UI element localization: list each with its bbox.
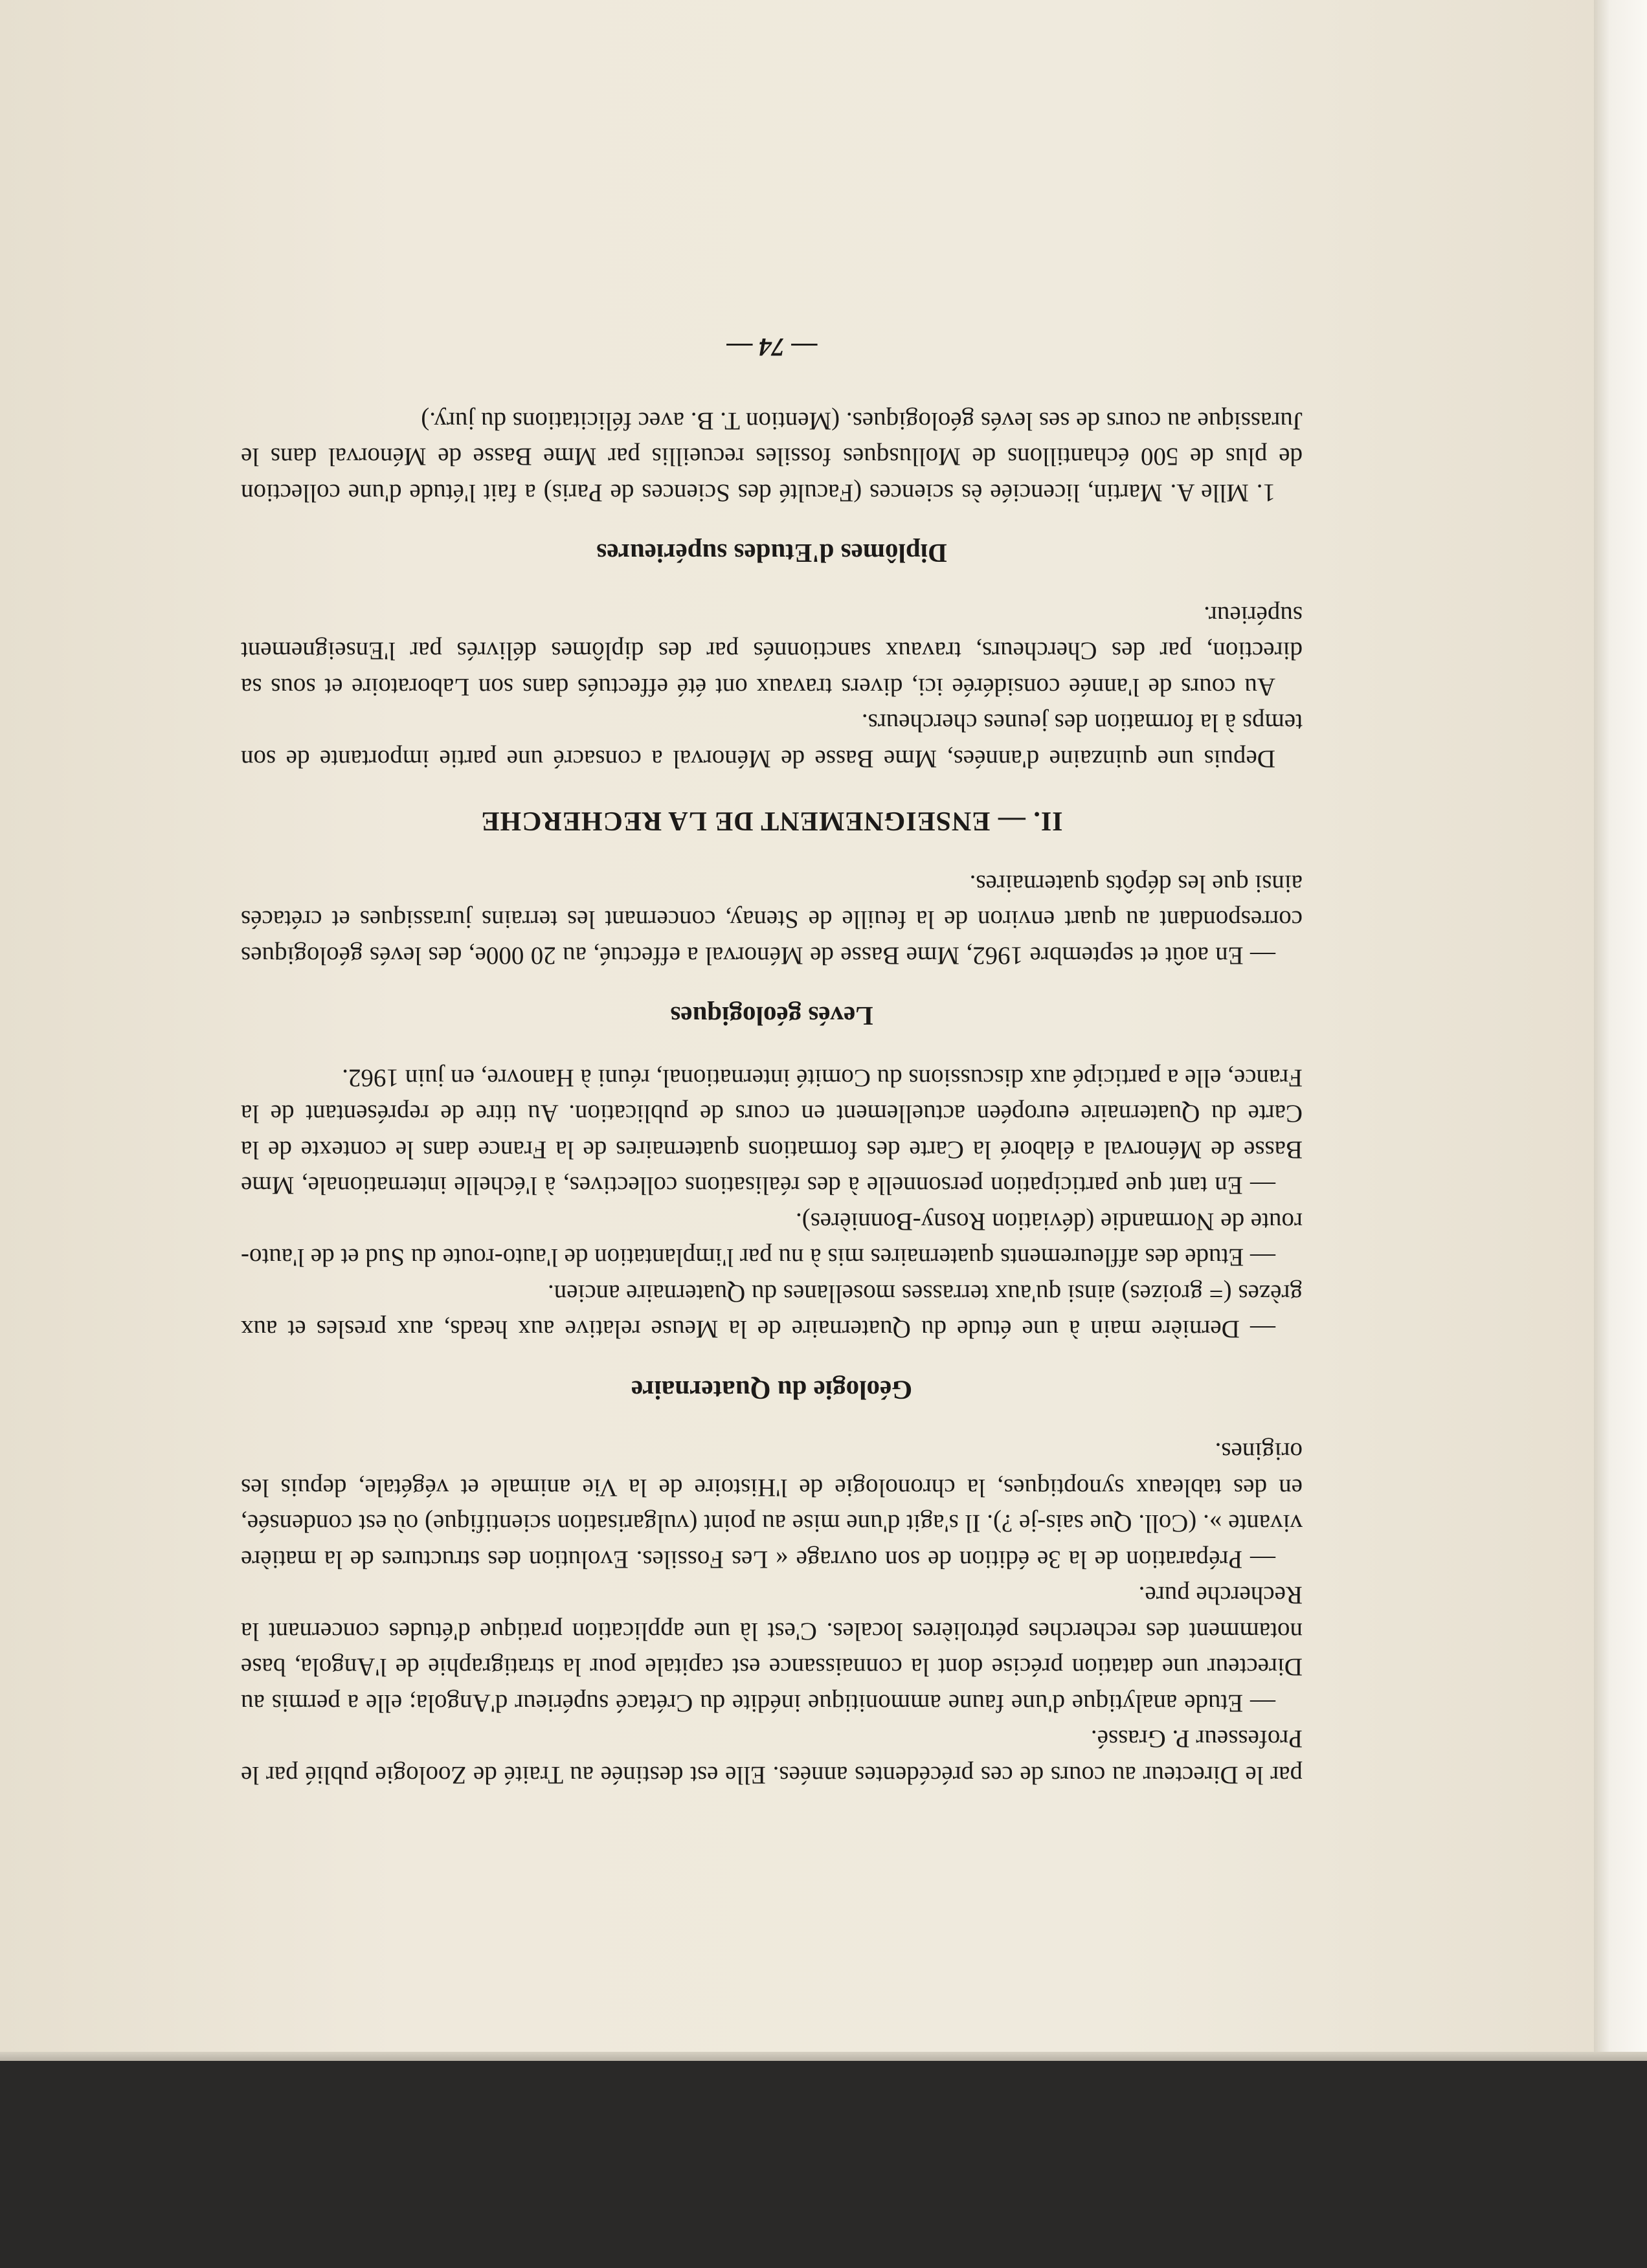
heading-diplomes: Diplômes d'Etudes supérieures <box>596 539 947 569</box>
paragraph: — Préparation de la 3e édition de son ouvrage « Les Fossiles. Evolution des structures de la matière vivante ». (Coll. Que sais-je ?). Il s'agit d'une mise au point (vulgarisation scientifique) où est condensée, en des tableaux synoptiques, la chronologie de l'Histoire de la Vie animale et végétale, depuis les origines. <box>241 1438 1303 1573</box>
page-right-edge <box>1594 0 1647 2057</box>
page-bottom-edge <box>0 2052 1647 2061</box>
section-title: II. — ENSEIGNEMENT DE LA RECHERCHE <box>480 806 1063 836</box>
paragraph: — En août et septembre 1962, Mme Basse de Ménorval a effectué, au 20 000e, des levés géologiques correspondant au quart environ de la feuille de Stenay, concernant les terrains jurassiques et crétacés ainsi que les dépôts quaternaires. <box>241 870 1303 970</box>
paragraph: — Etude analytique d'une faune ammonitique inédite du Crétacé supérieur d'Angola; elle a permis au Directeur une datation précise dont la connaissance est capitale pour la stratigraphie de l'Angola, base notamment des recherches pétrolières locales. C'est là une application pratique d'études concernant la Recherche pure. <box>241 1581 1303 1717</box>
page-number: — 74 — <box>726 333 817 362</box>
paragraph: — Etude des affleurements quaternaires mis à nu par l'implantation de l'auto-route du Sud et de l'auto-route de Normandie (déviation Rosny-Bonnières). <box>241 1208 1303 1272</box>
heading-leves: Levés géologiques <box>670 1001 873 1032</box>
paragraph: Au cours de l'année considérée ici, divers travaux ont été effectués dans son Laboratoire et sous sa direction, par des Chercheurs, travaux sanctionnés par des diplômes délivrés par l'Enseignement supérieur. <box>241 601 1303 701</box>
rotated-text-block <box>241 246 1303 1793</box>
paragraph: 1. Mlle A. Martin, licenciée ès sciences (Faculté des Sciences de Paris) a fait l'étude d'une collection de plus de 500 échantillons de Mollusques fossiles recueillis par Mme Basse de Ménorval dans le Jurassique au cours de ses levés géologiques. (Mention T. B. avec félicitations du jury.) <box>241 407 1303 507</box>
paragraph: par le Directeur au cours de ces précédentes années. Elle est destinée au Traité de Zoologie publié par le Professeur P. Grassé. <box>241 1725 1303 1789</box>
heading-quaternaire: Géologie du Quaternaire <box>631 1375 913 1405</box>
paragraph: — Dernière main à une étude du Quaternaire de la Meuse relative aux heads, aux presles et aux grèzes (= groizes) ainsi qu'aux terrasses mosellanes du Quaternaire ancien. <box>241 1280 1303 1344</box>
paragraph: Depuis une quinzaine d'années, Mme Basse de Ménorval a consacré une partie importante de son temps à la formation des jeunes chercheurs. <box>241 709 1303 773</box>
paragraph: — En tant que participation personnelle à des réalisations collectives, à l'échelle internationale, Mme Basse de Ménorval a élaboré la Carte des formations quaternaires de la France dans le contexte de la Carte du Quaternaire européen actuellement en cours de publication. Au titre de représentant de la France, elle a participé aux discussions du Comité international, réuni à Hanovre, en juin 1962. <box>241 1064 1303 1200</box>
